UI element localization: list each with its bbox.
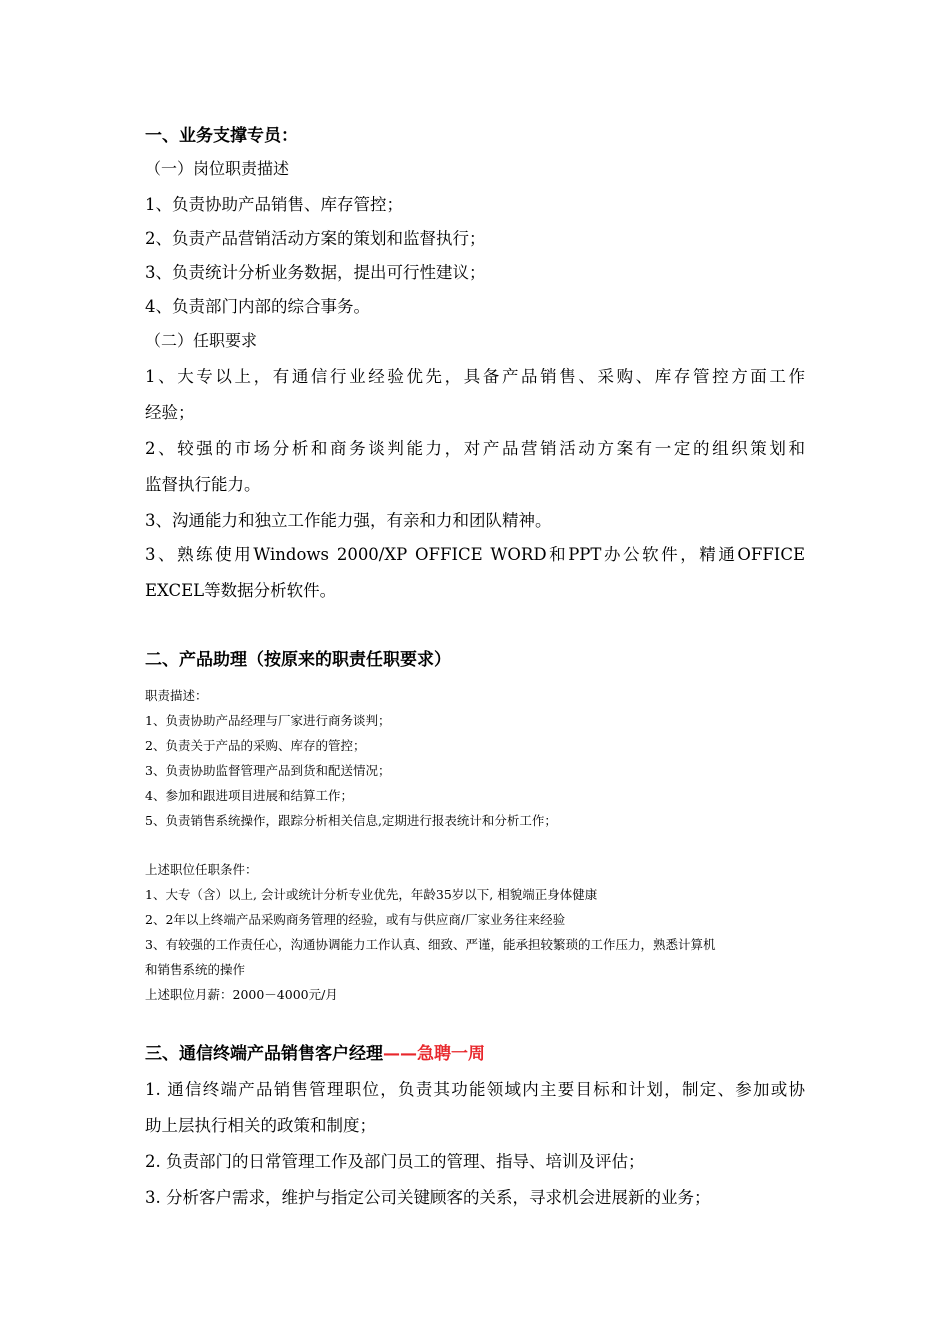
section2-req-line-4: 和销售系统的操作 — [145, 962, 246, 977]
section2-duty-2: 2、负责关于产品的采购、库存的管控； — [145, 738, 366, 753]
section1-req-title: （二）任职要求 — [145, 331, 258, 350]
section1-heading: 一、业务支撑专员： — [145, 126, 298, 146]
section3-line-2: 助上层执行相关的政策和制度； — [145, 1116, 376, 1135]
section1-duty-4: 4、负责部门内部的综合事务。 — [145, 297, 370, 316]
section2-req-line-3: 3、有较强的工作责任心，沟通协调能力工作认真、细致、严谨，能承担较繁琐的工作压力，熟悉计算机 — [145, 937, 716, 952]
section3-line-4: 3. 分析客户需求，维护与指定公司关键顾客的关系，寻求机会进展新的业务； — [145, 1188, 711, 1207]
section3-line-1: 1. 通信终端产品销售管理职位，负责其功能领域内主要目标和计划，制定、参加或协 — [145, 1080, 805, 1099]
section1-req-line-2: 经验； — [145, 403, 195, 422]
section2-duties-title: 职责描述： — [145, 688, 208, 703]
section1-duties-title: （一）岗位职责描述 — [145, 159, 290, 178]
section3-line-3: 2. 负责部门的日常管理工作及部门员工的管理、指导、培训及评估； — [145, 1152, 645, 1171]
section1-req-line-1: 1、大专以上，有通信行业经验优先，具备产品销售、采购、库存管控方面工作 — [145, 367, 805, 386]
section3-heading: 三、通信终端产品销售客户经理 — [145, 1044, 383, 1064]
section1-req-line-6: 3、熟练使用Windows 2000/XP OFFICE WORD和PPT办公软件，精通OFFICE — [145, 545, 805, 564]
section2-heading: 二、产品助理（按原来的职责任职要求） — [145, 650, 451, 670]
section1-duty-3: 3、负责统计分析业务数据，提出可行性建议； — [145, 263, 486, 282]
section2-duty-4: 4、参加和跟进项目进展和结算工作； — [145, 788, 353, 803]
section1-req-line-4: 监督执行能力。 — [145, 475, 261, 494]
section1-duty-1: 1、负责协助产品销售、库存管控； — [145, 195, 403, 214]
section1-req-line-5: 3、沟通能力和独立工作能力强，有亲和力和团队精神。 — [145, 511, 552, 530]
section2-salary: 上述职位月薪：2000－4000元/月 — [145, 987, 338, 1002]
section2-req-line-1: 1、大专（含）以上, 会计或统计分析专业优先，年龄35岁以下, 相貌端正身体健康 — [145, 887, 598, 902]
section1-req-line-7: EXCEL等数据分析软件。 — [145, 581, 337, 600]
section1-duty-2: 2、负责产品营销活动方案的策划和监督执行； — [145, 229, 486, 248]
section2-duty-5: 5、负责销售系统操作，跟踪分析相关信息,定期进行报表统计和分析工作； — [145, 813, 557, 828]
section2-req-line-2: 2、2年以上终端产品采购商务管理的经验，或有与供应商/厂家业务往来经验 — [145, 912, 566, 927]
section3-urgent-label: ——急聘一周 — [383, 1044, 485, 1064]
section3-heading-wrap — [145, 1046, 485, 1063]
section1-req-line-3: 2、较强的市场分析和商务谈判能力，对产品营销活动方案有一定的组织策划和 — [145, 439, 805, 458]
section2-req-title: 上述职位任职条件： — [145, 862, 258, 877]
section2-duty-3: 3、负责协助监督管理产品到货和配送情况； — [145, 763, 391, 778]
section2-duty-1: 1、负责协助产品经理与厂家进行商务谈判； — [145, 713, 391, 728]
